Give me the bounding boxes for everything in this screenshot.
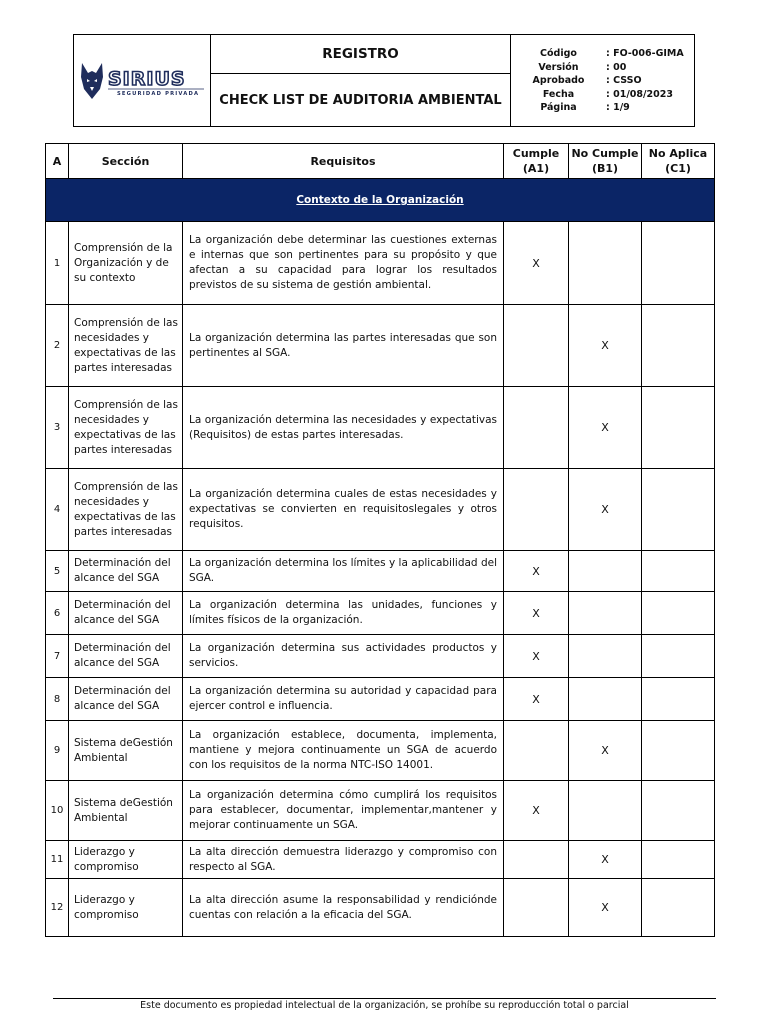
row-cumple-mark: X xyxy=(504,781,569,841)
row-section: Liderazgo y compromiso xyxy=(69,879,183,937)
row-section: Determinación del alcance del SGA xyxy=(69,551,183,592)
col-header-seccion: Sección xyxy=(69,144,183,179)
row-no-aplica-mark xyxy=(642,635,715,678)
row-cumple-mark: X xyxy=(504,678,569,721)
row-cumple-mark xyxy=(504,387,569,469)
document-metadata xyxy=(511,35,694,126)
row-number: 8 xyxy=(46,678,69,721)
checklist-table xyxy=(45,143,715,937)
row-number: 4 xyxy=(46,469,69,551)
row-section: Comprensión de las necesidades y expectativas de las partes interesadas xyxy=(69,305,183,387)
row-no-cumple-mark: X xyxy=(569,469,642,551)
row-number: 10 xyxy=(46,781,69,841)
meta-codigo: Código : FO-006-GIMA xyxy=(540,48,684,59)
row-no-cumple-mark xyxy=(569,678,642,721)
row-section: Sistema deGestión Ambiental xyxy=(69,781,183,841)
row-no-cumple-mark xyxy=(569,592,642,635)
row-no-aplica-mark xyxy=(642,781,715,841)
meta-version: Versión : 00 xyxy=(538,61,627,73)
row-no-cumple-mark xyxy=(569,222,642,305)
row-number: 3 xyxy=(46,387,69,469)
row-requirement: La organización determina su autoridad y capacidad para ejercer control e influencia. xyxy=(183,678,504,721)
table-row xyxy=(46,305,715,387)
row-no-cumple-mark xyxy=(569,635,642,678)
table-row xyxy=(46,721,715,781)
row-requirement: La alta dirección demuestra liderazgo y compromiso con respecto al SGA. xyxy=(183,841,504,879)
row-no-cumple-mark: X xyxy=(569,387,642,469)
row-no-aplica-mark xyxy=(642,879,715,937)
row-no-cumple-mark: X xyxy=(569,721,642,781)
row-requirement: La organización debe determinar las cuestiones externas e internas que son pertinentes para su propósito y que afectan a su capacidad para lograr los resultados previstos de su sistema de gestión ambiental. xyxy=(183,222,504,305)
table-row xyxy=(46,469,715,551)
row-section: Comprensión de las necesidades y expectativas de las partes interesadas xyxy=(69,387,183,469)
meta-fecha: Fecha : 01/08/2023 xyxy=(542,88,673,100)
row-cumple-mark xyxy=(504,469,569,551)
row-cumple-mark: X xyxy=(504,635,569,678)
row-cumple-mark xyxy=(504,721,569,781)
row-no-cumple-mark: X xyxy=(569,305,642,387)
table-row xyxy=(46,635,715,678)
row-number: 12 xyxy=(46,879,69,937)
row-number: 1 xyxy=(46,222,69,305)
document-type: REGISTRO xyxy=(211,35,510,74)
row-section: Determinación del alcance del SGA xyxy=(69,635,183,678)
row-cumple-mark: X xyxy=(504,551,569,592)
document-title-block xyxy=(211,35,511,126)
table-row xyxy=(46,841,715,879)
col-header-no-aplica: No Aplica (C1) xyxy=(642,144,715,179)
row-number: 5 xyxy=(46,551,69,592)
table-row xyxy=(46,551,715,592)
row-requirement: La organización determina las necesidades y expectativas (Requisitos) de estas partes interesadas. xyxy=(183,387,504,469)
table-row xyxy=(46,222,715,305)
row-number: 7 xyxy=(46,635,69,678)
wolf-head-icon xyxy=(78,59,206,103)
row-no-cumple-mark: X xyxy=(569,879,642,937)
row-no-aplica-mark xyxy=(642,469,715,551)
row-no-aplica-mark xyxy=(642,305,715,387)
row-cumple-mark: X xyxy=(504,222,569,305)
meta-pagina: Página : 1/9 xyxy=(540,102,630,113)
row-no-aplica-mark xyxy=(642,841,715,879)
col-header-a: A xyxy=(46,144,69,179)
svg-text:SEGURIDAD PRIVADA: SEGURIDAD PRIVADA xyxy=(117,90,200,97)
col-header-requisitos: Requisitos xyxy=(183,144,504,179)
row-section: Determinación del alcance del SGA xyxy=(69,678,183,721)
row-no-cumple-mark: X xyxy=(569,841,642,879)
row-requirement: La organización determina las unidades, funciones y límites físicos de la organización. xyxy=(183,592,504,635)
row-section: Comprensión de la Organización y de su contexto xyxy=(69,222,183,305)
table-header-row xyxy=(46,144,715,179)
row-requirement: La organización determina sus actividades productos y servicios. xyxy=(183,635,504,678)
meta-aprobado: Aprobado : CSSO xyxy=(532,75,642,86)
row-requirement: La organización determina cómo cumplirá los requisitos para establecer, documentar, implementar,mantener y mejorar continuamente un SGA. xyxy=(183,781,504,841)
row-no-cumple-mark xyxy=(569,551,642,592)
row-cumple-mark xyxy=(504,305,569,387)
footer-divider xyxy=(53,998,716,999)
row-requirement: La organización establece, documenta, implementa, mantiene y mejora continuamente un SGA de acuerdo con los requisitos de la norma NTC-ISO 14001. xyxy=(183,721,504,781)
col-header-no-cumple: No Cumple (B1) xyxy=(569,144,642,179)
table-row xyxy=(46,678,715,721)
row-no-aplica-mark xyxy=(642,678,715,721)
row-section: Sistema deGestión Ambiental xyxy=(69,721,183,781)
row-cumple-mark xyxy=(504,841,569,879)
section-title: Contexto de la Organización xyxy=(46,179,715,222)
svg-text:SIRIUS: SIRIUS xyxy=(108,67,186,90)
row-number: 9 xyxy=(46,721,69,781)
document-title: CHECK LIST DE AUDITORIA AMBIENTAL xyxy=(219,92,502,108)
table-row xyxy=(46,781,715,841)
row-no-aplica-mark xyxy=(642,222,715,305)
table-row xyxy=(46,879,715,937)
col-header-cumple: Cumple (A1) xyxy=(504,144,569,179)
row-number: 11 xyxy=(46,841,69,879)
row-section: Determinación del alcance del SGA xyxy=(69,592,183,635)
document-header xyxy=(73,34,695,127)
row-number: 2 xyxy=(46,305,69,387)
row-section: Comprensión de las necesidades y expectativas de las partes interesadas xyxy=(69,469,183,551)
row-no-aplica-mark xyxy=(642,387,715,469)
row-no-aplica-mark xyxy=(642,592,715,635)
row-requirement: La organización determina las partes interesadas que son pertinentes al SGA. xyxy=(183,305,504,387)
row-requirement: La alta dirección asume la responsabilidad y rendiciónde cuentas con relación a la eficacia del SGA. xyxy=(183,879,504,937)
company-logo xyxy=(74,35,211,126)
row-cumple-mark: X xyxy=(504,592,569,635)
row-requirement: La organización determina los límites y la aplicabilidad del SGA. xyxy=(183,551,504,592)
table-row xyxy=(46,592,715,635)
row-no-cumple-mark xyxy=(569,781,642,841)
footer-notice: Este documento es propiedad intelectual de la organización, se prohíbe su reproducción total o parcial xyxy=(140,1000,629,1011)
row-no-aplica-mark xyxy=(642,721,715,781)
row-number: 6 xyxy=(46,592,69,635)
row-cumple-mark xyxy=(504,879,569,937)
row-section: Liderazgo y compromiso xyxy=(69,841,183,879)
row-requirement: La organización determina cuales de estas necesidades y expectativas se convierten en requisitoslegales y otros requisitos. xyxy=(183,469,504,551)
row-no-aplica-mark xyxy=(642,551,715,592)
section-row xyxy=(46,179,715,222)
table-row xyxy=(46,387,715,469)
